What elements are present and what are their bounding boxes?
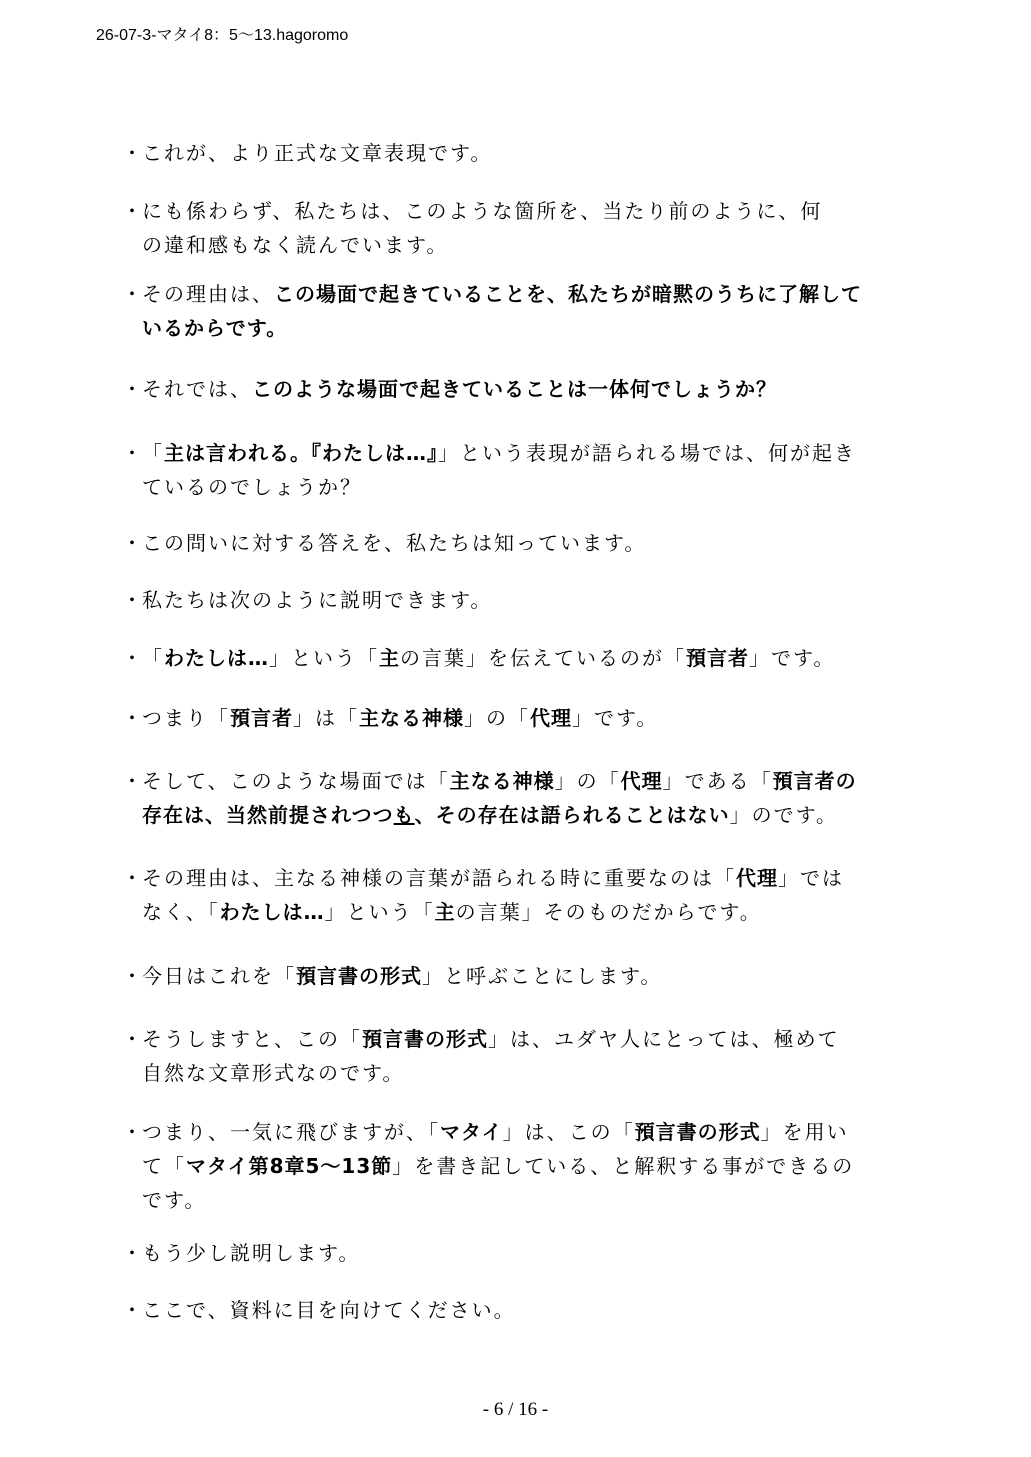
bold-text: 主 <box>379 646 400 670</box>
text-run: 「 <box>142 646 164 670</box>
bullet-marker: ・ <box>122 866 142 890</box>
text-run: です。 <box>142 1188 207 1212</box>
text-run: 」である「 <box>662 769 773 793</box>
text-run: 」の「 <box>554 769 621 793</box>
bullet-marker: ・ <box>122 646 142 670</box>
text-line <box>142 311 912 345</box>
text-line <box>142 959 912 993</box>
bullet-marker: ・ <box>122 769 142 793</box>
bullet-marker: ・ <box>122 1298 142 1322</box>
text-run: この問いに対する答えを、私たちは知っています。 <box>142 531 647 555</box>
bold-text: 預言者の <box>772 769 857 793</box>
bullet-paragraph <box>122 959 912 993</box>
bullet-paragraph <box>122 1236 912 1270</box>
bullet-marker: ・ <box>122 377 142 401</box>
text-run: 」を書き記している、と解釈する事ができるの <box>392 1154 855 1178</box>
text-run: 」のです。 <box>729 803 839 827</box>
text-line <box>142 798 912 832</box>
text-run: これが、より正式な文章表現です。 <box>142 141 493 165</box>
text-run: 」を用い <box>760 1120 849 1144</box>
bullet-paragraph <box>122 701 912 735</box>
text-line <box>142 372 912 406</box>
bullet-paragraph <box>122 1293 912 1327</box>
text-run: の違和感もなく読んでいます。 <box>142 233 449 257</box>
text-run: 」では <box>778 866 844 890</box>
bullet-marker: ・ <box>122 588 142 612</box>
bullet-paragraph <box>122 136 912 170</box>
text-run: 」という「 <box>269 646 379 670</box>
text-run: もう少し説明します。 <box>142 1241 361 1265</box>
text-run: つまり、一気に飛びますが、「 <box>142 1120 440 1144</box>
text-run: 」という表現が語られる場では、何が起き <box>438 441 856 465</box>
bullet-paragraph <box>122 641 912 675</box>
bold-text: 代理 <box>736 866 778 890</box>
text-line <box>142 1293 912 1327</box>
text-run: なく、「 <box>142 900 220 924</box>
bullet-marker: ・ <box>122 706 142 730</box>
bold-text: 預言書の形式 <box>362 1027 488 1051</box>
bullet-marker: ・ <box>122 199 142 223</box>
text-run: 」は「 <box>293 706 359 730</box>
text-run: ここで、資料に目を向けてください。 <box>142 1298 516 1322</box>
bold-text: 預言者 <box>686 646 749 670</box>
bullet-paragraph <box>122 764 912 832</box>
bold-text: 主は言われる。『わたしは…』 <box>164 441 438 465</box>
bullet-marker: ・ <box>122 964 142 988</box>
bullet-paragraph <box>122 583 912 617</box>
text-run: 」は、ユダヤ人にとっては、極めて <box>488 1027 840 1051</box>
bullet-paragraph <box>122 194 912 262</box>
text-run: 」です。 <box>749 646 836 670</box>
text-line <box>142 701 912 735</box>
bullet-paragraph <box>122 436 912 504</box>
page-header-filename: 26-07-3-マタイ8：5〜13.hagoromo <box>96 27 349 44</box>
text-line <box>142 1115 912 1149</box>
text-line <box>142 228 912 262</box>
text-line <box>142 1022 912 1056</box>
bullet-paragraph <box>122 277 912 345</box>
bullet-paragraph <box>122 1115 912 1217</box>
text-line <box>142 1183 912 1217</box>
text-run: の言葉」そのものだからです。 <box>455 900 762 924</box>
bullet-marker: ・ <box>122 1241 142 1265</box>
bullet-marker: ・ <box>122 1120 142 1144</box>
bold-text: このような場面で起きていることは一体何でしょうか？ <box>252 377 777 401</box>
bullet-paragraph <box>122 526 912 560</box>
bold-text: マタイ <box>440 1120 503 1144</box>
text-run: そして、このような場面では「 <box>142 769 450 793</box>
bullet-paragraph <box>122 861 912 929</box>
text-run: それでは、 <box>142 377 252 401</box>
bold-text: 存在は、当然前提されつつ <box>142 803 394 827</box>
text-line <box>142 136 912 170</box>
text-line <box>142 641 912 675</box>
text-run: 」という「 <box>324 900 435 924</box>
text-run: 自然な文章形式なのです。 <box>142 1061 405 1085</box>
text-run: ているのでしょうか？ <box>142 475 362 499</box>
text-line <box>142 194 912 228</box>
text-run: の言葉」を伝えているのが「 <box>400 646 686 670</box>
text-run: 「 <box>142 441 164 465</box>
bold-text: 主 <box>434 900 456 924</box>
text-line <box>142 436 912 470</box>
text-run: その理由は、 <box>142 282 274 306</box>
bullet-marker: ・ <box>122 441 142 465</box>
text-run: にも係わらず、私たちは、このような箇所を、当たり前のように、何 <box>142 199 823 223</box>
bullet-paragraph <box>122 1022 912 1090</box>
text-run: 今日はこれを「 <box>142 964 296 988</box>
text-line <box>142 861 912 895</box>
bold-text: 代理 <box>620 769 663 793</box>
bold-text: 、その存在は語られることはない <box>414 803 730 827</box>
text-run: 」の「 <box>464 706 530 730</box>
bold-text: 預言書の形式 <box>634 1120 761 1144</box>
text-run: その理由は、主なる神様の言葉が語られる時に重要なのは「 <box>142 866 736 890</box>
text-line <box>142 1236 912 1270</box>
bold-text: 代理 <box>530 706 572 730</box>
text-run: そうしますと、この「 <box>142 1027 362 1051</box>
text-line <box>142 895 912 929</box>
text-line <box>142 277 912 311</box>
bold-text: いるからです。 <box>142 316 288 340</box>
text-line <box>142 526 912 560</box>
text-run: 」は、この「 <box>502 1120 635 1144</box>
text-line <box>142 583 912 617</box>
bold-text: 主なる神様 <box>359 706 464 730</box>
text-run: 私たちは次のように説明できます。 <box>142 588 493 612</box>
bold-text: 主なる神様 <box>449 769 555 793</box>
bold-text: この場面で起きていることを、私たちが暗黙のうちに了解して <box>274 282 862 306</box>
bold-text: わたしは… <box>219 900 325 924</box>
bullet-marker: ・ <box>122 141 142 165</box>
bold-text: 預言書の形式 <box>296 964 422 988</box>
text-run: つまり「 <box>142 706 230 730</box>
bold-text: も <box>393 803 415 827</box>
text-line <box>142 1149 912 1183</box>
bullet-marker: ・ <box>122 531 142 555</box>
bullet-marker: ・ <box>122 1027 142 1051</box>
bold-text: 預言者 <box>230 706 293 730</box>
text-line <box>142 470 912 504</box>
page-number: - 6 / 16 - <box>482 1399 549 1420</box>
text-run: 」と呼ぶことにします。 <box>422 964 663 988</box>
text-line <box>142 764 912 798</box>
bold-text: わたしは… <box>164 646 269 670</box>
bullet-paragraph <box>122 372 912 406</box>
bold-text: マタイ第8章5〜13節 <box>186 1154 393 1178</box>
text-run: て「 <box>142 1154 186 1178</box>
bullet-marker: ・ <box>122 282 142 306</box>
text-line <box>142 1056 912 1090</box>
text-run: 」です。 <box>572 706 659 730</box>
